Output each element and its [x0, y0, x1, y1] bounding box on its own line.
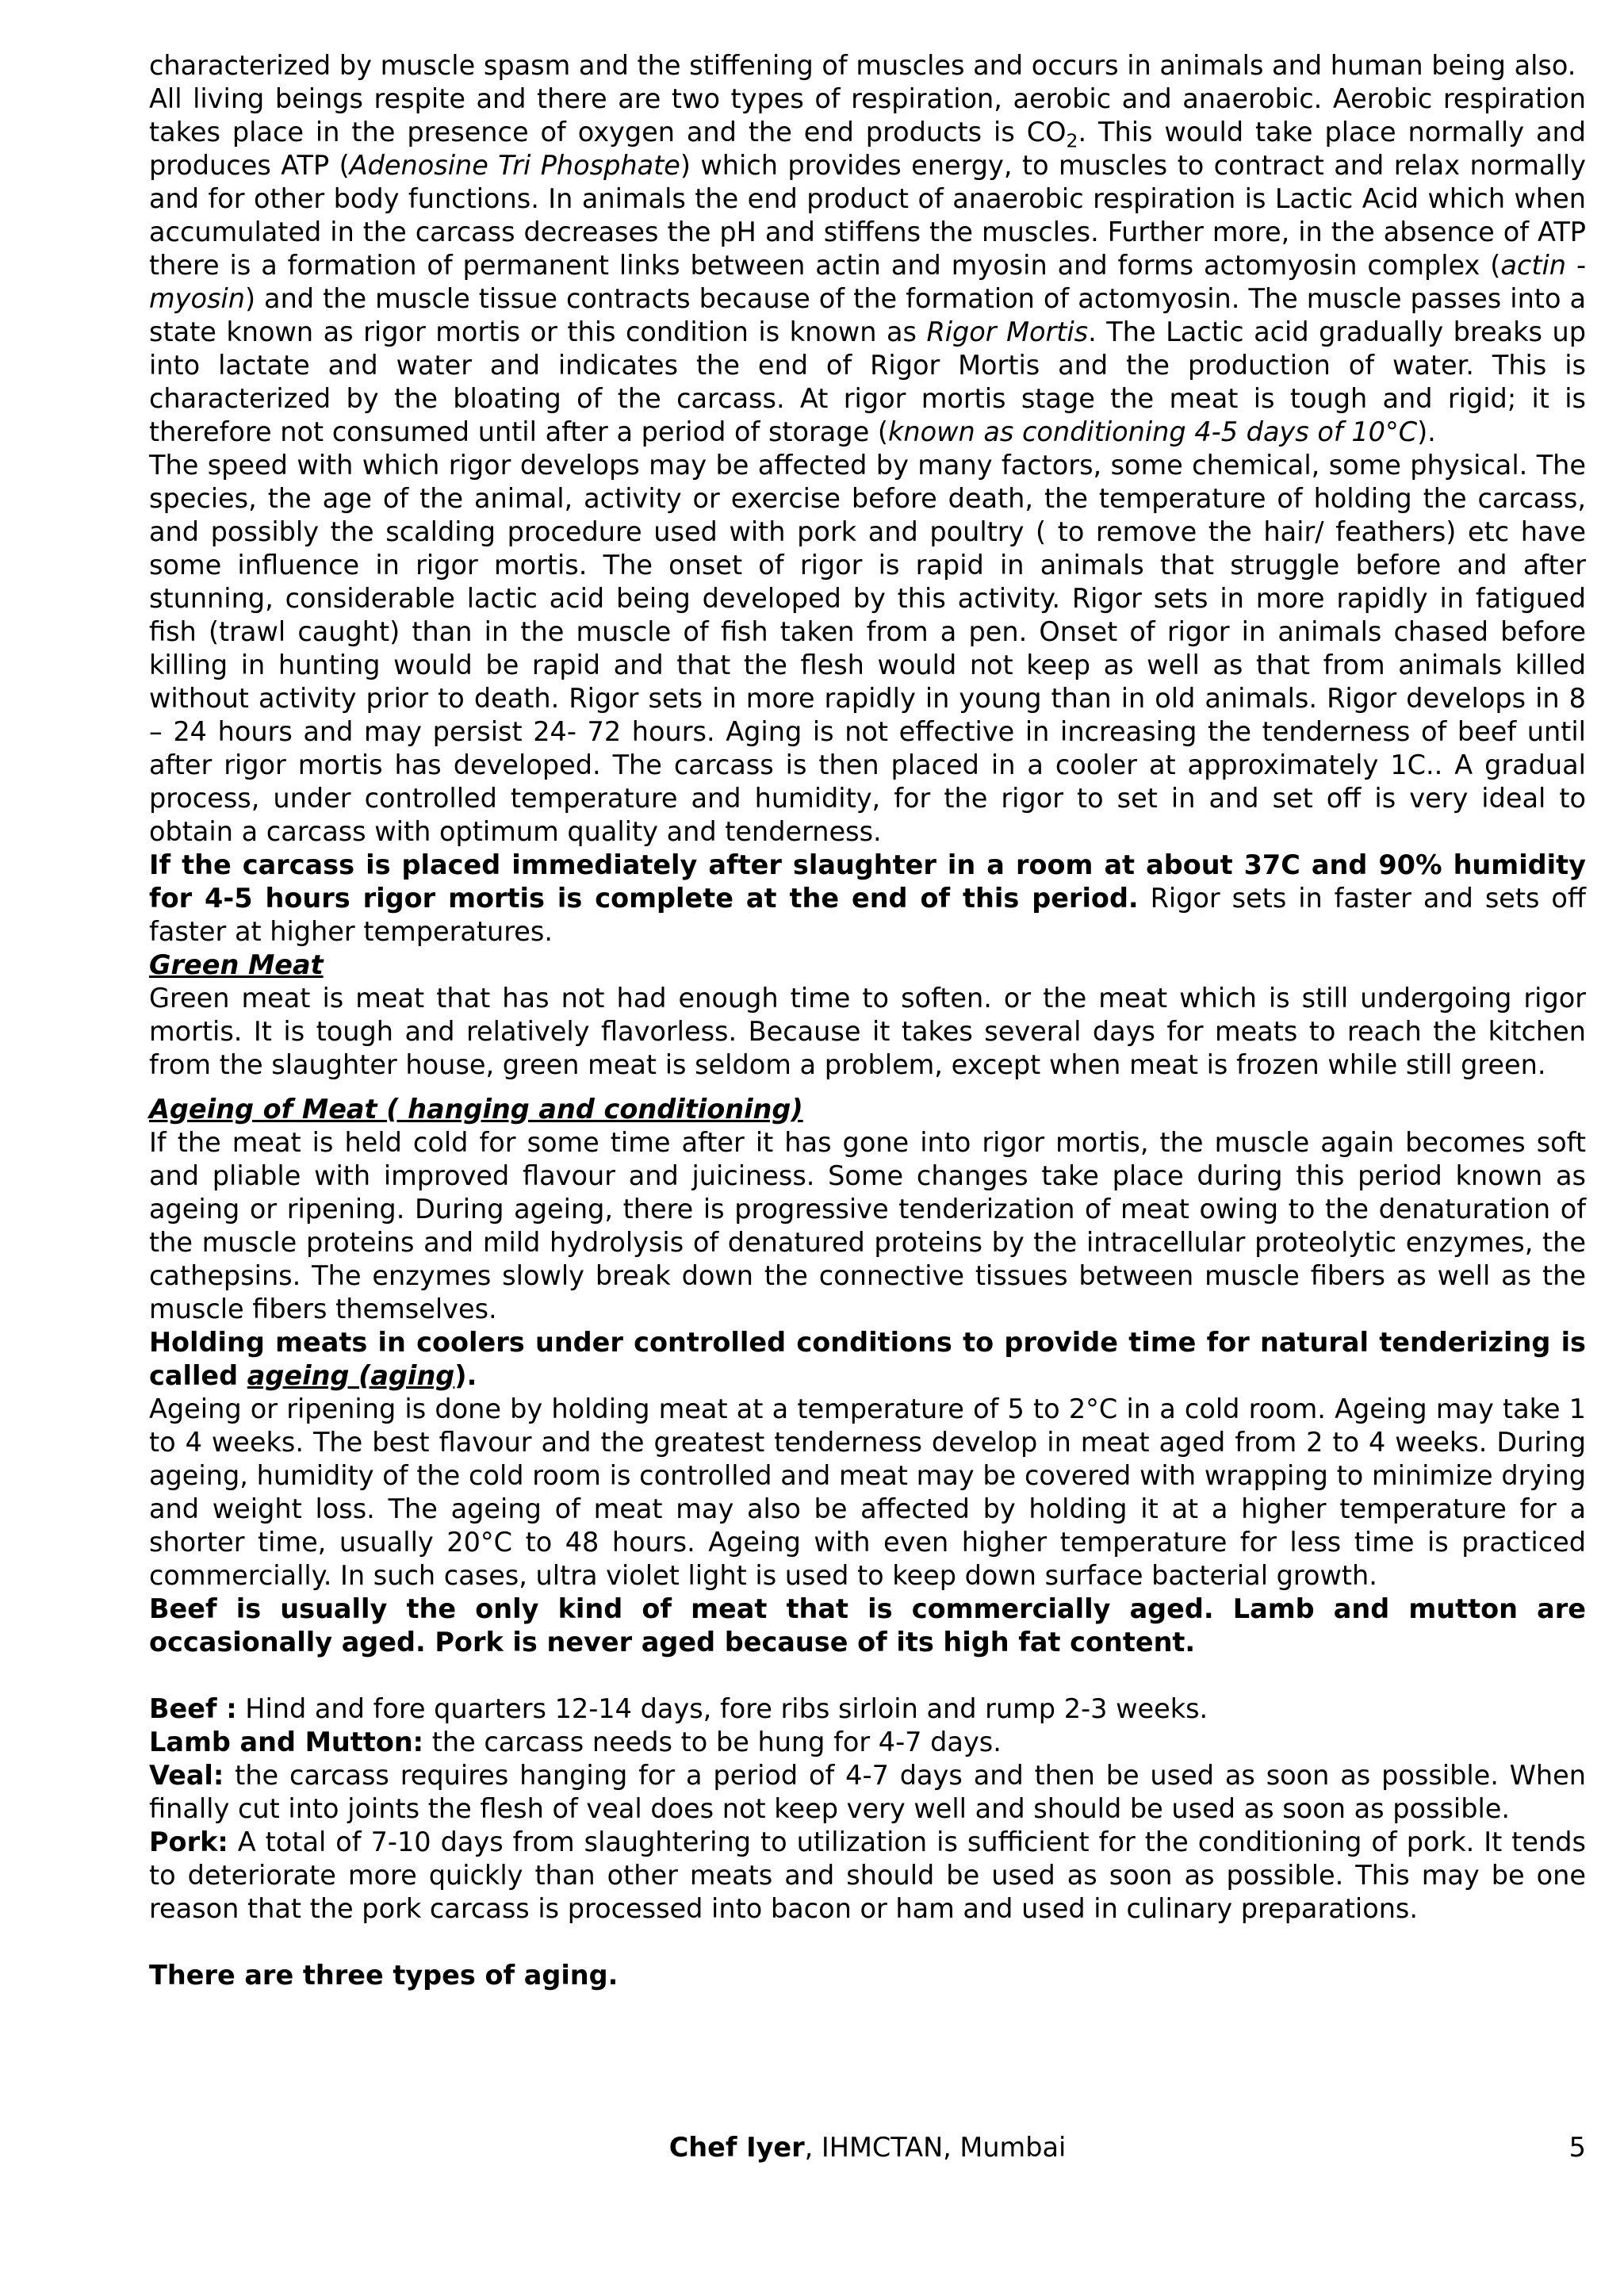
text-run: . This would take place normally and produces ATP (: [149, 117, 1587, 181]
spacer: [149, 1082, 1586, 1093]
page-footer: [149, 2131, 1586, 2164]
footer-credit: [149, 2131, 1586, 2164]
page-number: 5: [1568, 2132, 1586, 2163]
text-run: Holding meats in coolers under controlled conditions to provide time for natural tenderizing is called: [149, 1327, 1586, 1391]
text-run: Rigor sets in faster and sets off faster at higher temperatures.: [149, 883, 1586, 947]
text-run: ) which provides energy, to muscles to contract and relax normally and for other body functions. In animals the end product of anaerobic respiration is Lactic Acid which when accumulated in the carcass decreases the pH and stiffens the muscles. Further more, in the absence of ATP there is a formation of permanent links between actin and myosin and forms actomyosin complex (: [149, 150, 1587, 281]
paragraph-rigor-temperature: [149, 849, 1586, 949]
footer-institute: , IHMCTAN, Mumbai: [804, 2132, 1067, 2163]
text-run: ).: [1417, 416, 1436, 447]
text-run: All living beings respite and there are two types of respiration, aerobic and anaerobic. Aerobic respiration takes place in the presence of oxygen and the end products is CO: [149, 83, 1586, 148]
paragraph-rigor-speed: The speed with which rigor develops may be affected by many factors, some chemical, some physical. The species, the age of the animal, activity or exercise before death, the temperature of holding the carcass, and possibly the scalding procedure used with pork and poultry ( to remove the hair/ feathers) etc have some influence in rigor mortis. The onset of rigor is rapid in animals that struggle before and after stunning, considerable lactic acid being developed by this activity. Rigor sets in more rapidly in fatigued fish (trawl caught) than in the muscle of fish taken from a pen. Onset of rigor in animals chased before killing in hunting would be rapid and that the flesh would not keep as well as that from animals killed without activity prior to death. Rigor sets in more rapidly in young than in old animals. Rigor develops in 8 – 24 hours and may persist 24- 72 hours. Aging is not effective in increasing the tenderness of beef until after rigor mortis has developed. The carcass is then placed in a cooler at approximately 1C.. A gradual process, under controlled temperature and humidity, for the rigor to set in and set off is very ideal to obtain a carcass with optimum quality and tenderness.: [149, 450, 1586, 847]
item-lamb-mutton: [149, 1726, 1586, 1759]
paragraph-ageing-process: Ageing or ripening is done by holding meat at a temperature of 5 to 2°C in a cold room. Ageing may take 1 to 4 weeks. The best flavour and the greatest tenderness develop in meat aged from 2 to 4 weeks. During ageing, humidity of the cold room is controlled and meat may be covered with wrapping to minimize drying and weight loss. The ageing of meat may also be affected by holding it at a higher temperature for a shorter time, usually 20°C to 48 hours. Ageing with even higher temperature for less time is practiced commercially. In such cases, ultra violet light is used to keep down surface bacterial growth.: [149, 1393, 1586, 1591]
subscript-2: 2: [1066, 129, 1078, 152]
text-run: ) and the muscle tissue contracts because of the formation of actomyosin. The muscle passes into a state known as rigor mortis or this condition is known as: [149, 283, 1586, 347]
conditioning-term: known as conditioning 4-5 days of 10°C: [887, 416, 1418, 447]
pork-text: A total of 7-10 days from slaughtering to utilization is sufficient for the conditioning of pork. It tends to deteriorate more quickly than other meats and should be used as soon as possible. This may be one reason that the pork carcass is processed into bacon or ham and used in culinary preparations.: [149, 1826, 1586, 1924]
paragraph-respiration: [149, 82, 1586, 449]
text-run: ).: [454, 1360, 477, 1391]
text-run: . The Lactic acid gradually breaks up into lactate and water and indicates the end of Rigor Mortis and the production of water. This is characterized by the bloating of the carcass. At rigor mortis stage the meat is tough and rigid; it is therefore not consumed until after a period of storage (: [149, 316, 1586, 447]
document-body: [149, 49, 1586, 1992]
beef-label: Beef :: [149, 1693, 237, 1724]
paragraph-types-of-aging: There are three types of aging.: [149, 1960, 619, 1991]
ageing-term: ageing (aging: [247, 1360, 455, 1391]
bold-statement: If the carcass is placed immediately after slaughter in a room at about 37C and 90% humidity for 4-5 hours rigor mortis is complete at the end of this period.: [149, 849, 1586, 914]
paragraph-ageing-definition: [149, 1326, 1586, 1393]
paragraph-commercial-ageing: Beef is usually the only kind of meat that is commercially aged. Lamb and mutton are occasionally aged. Pork is never aged because of its high fat content.: [149, 1593, 1586, 1658]
item-pork: [149, 1826, 1586, 1926]
actin-myosin-term: actin - myosin: [149, 250, 1586, 314]
item-veal: [149, 1759, 1586, 1826]
paragraph-green-meat: Green meat is meat that has not had enough time to soften. or the meat which is still undergoing rigor mortis. It is tough and relatively flavorless. Because it takes several days for meats to reach the kitchen from the slaughter house, green meat is seldom a problem, except when meat is frozen while still green.: [149, 983, 1586, 1080]
paragraph-ageing: If the meat is held cold for some time after it has gone into rigor mortis, the muscle again becomes soft and pliable with improved flavour and juiciness. Some changes take place during this period known as ageing or ripening. During ageing, there is progressive tenderization of meat owing to the denaturation of the muscle proteins and mild hydrolysis of denatured proteins by the intracellular proteolytic enzymes, the cathepsins. The enzymes slowly break down the connective tissues between muscle fibers as well as the muscle fibers themselves.: [149, 1127, 1586, 1324]
spacer: [149, 1659, 1586, 1692]
footer-author: Chef Iyer: [668, 2132, 805, 2163]
heading-green-meat: Green Meat: [149, 949, 324, 980]
veal-text: the carcass requires hanging for a period of 4-7 days and then be used as soon as possible. When finally cut into joints the flesh of veal does not keep very well and should be used as soon as possible.: [149, 1760, 1586, 1824]
pork-label: Pork:: [149, 1826, 228, 1857]
lamb-text: the carcass needs to be hung for 4-7 days.: [423, 1727, 1002, 1757]
veal-label: Veal:: [149, 1760, 224, 1791]
heading-ageing-of-meat: Ageing of Meat ( hanging and conditioning): [149, 1094, 803, 1125]
rigor-mortis-term: Rigor Mortis: [926, 316, 1089, 347]
paragraph-rigor-intro: characterized by muscle spasm and the stiffening of muscles and occurs in animals and human being also.: [149, 50, 1576, 81]
item-beef: [149, 1692, 1586, 1726]
atp-term: Adenosine Tri Phosphate: [349, 150, 680, 181]
spacer: [149, 1926, 1586, 1959]
lamb-label: Lamb and Mutton:: [149, 1727, 424, 1757]
beef-text: Hind and fore quarters 12-14 days, fore ribs sirloin and rump 2-3 weeks.: [236, 1693, 1208, 1724]
